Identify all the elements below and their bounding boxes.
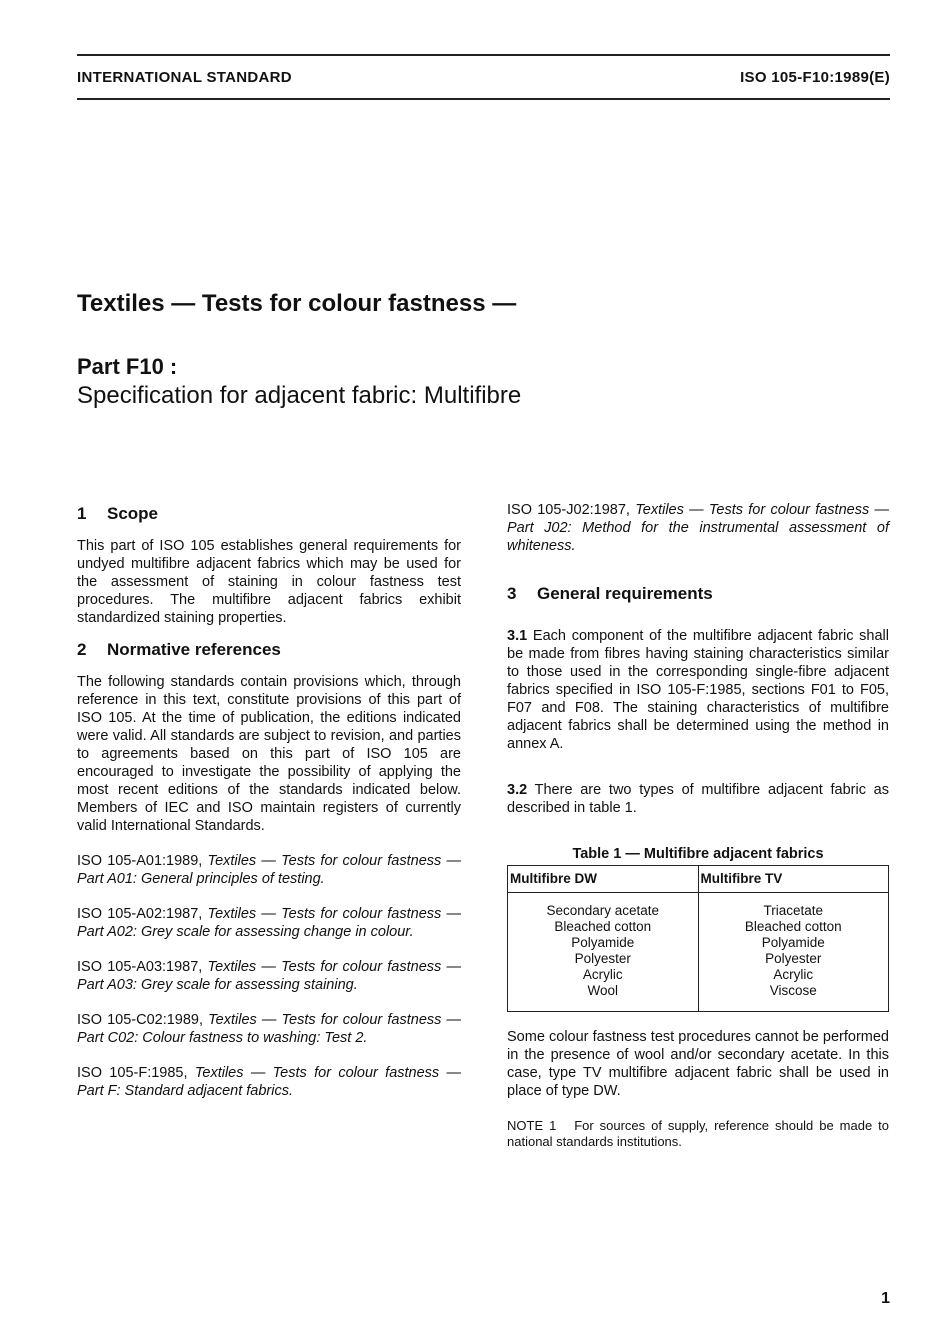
section-1-text: This part of ISO 105 establishes general requirements for undyed multifibre adjacent fabrics which may be used for the assessment of staining in colour fastness test procedures. The multifibre adjacent fabrics exhibit standardized staining properties.: [77, 538, 461, 626]
clause-3-2: 3.2 There are two types of multifibre adjacent fabric as described in table 1.: [507, 782, 889, 816]
table-cell-tv: Triacetate Bleached cotton Polyamide Polyester Acrylic Viscose: [698, 893, 889, 1012]
header-right: ISO 105-F10:1989(E): [740, 69, 890, 86]
header-left: INTERNATIONAL STANDARD: [77, 69, 292, 86]
part-label: Part F10 :: [77, 354, 178, 379]
section-3-heading: 3 General requirements: [507, 584, 713, 603]
table-header-row: [508, 866, 889, 893]
reference-item: ISO 105-C02:1989, Textiles — Tests for colour fastness — Part C02: Colour fastness to washing: Test 2.: [77, 1012, 461, 1046]
reference-item: ISO 105-J02:1987, Textiles — Tests for colour fastness — Part J02: Method for the instrumental assessment of whiteness.: [507, 502, 889, 554]
header-top-rule: [77, 54, 890, 56]
section-2-heading: 2 Normative references: [77, 640, 281, 659]
table-row: [508, 893, 889, 1012]
page-number: 1: [881, 1290, 890, 1307]
right-column: [507, 501, 889, 1150]
after-table-text: Some colour fastness test procedures cannot be performed in the presence of wool and/or secondary acetate. In this case, type TV multifibre adjacent fabric shall be used in place of type DW.: [507, 1029, 889, 1099]
reference-item: ISO 105-A02:1987, Textiles — Tests for colour fastness — Part A02: Grey scale for assessing change in colour.: [77, 906, 461, 940]
left-column: [77, 505, 461, 1100]
section-1-heading: 1 Scope: [77, 504, 159, 523]
section-2-text: The following standards contain provisions which, through reference in this text, constitute provisions of this part of ISO 105. At the time of publication, the editions indicated were valid. All standards are subject to revision, and parties to agreements based on this part of ISO 105 are encouraged to investigate the possibility of applying the most recent editions of the standards indicated below. Members of IEC and ISO maintain registers of currently valid International Standards.: [77, 674, 461, 834]
note-1: NOTE 1 For sources of supply, reference should be made to national standards institutions.: [507, 1118, 889, 1149]
table-header-dw: Multifibre DW: [508, 866, 699, 893]
reference-item: ISO 105-A03:1987, Textiles — Tests for colour fastness — Part A03: Grey scale for assessing staining.: [77, 959, 461, 993]
header-bottom-rule: [77, 98, 890, 100]
table-1: [507, 865, 889, 1012]
document-title: Textiles — Tests for colour fastness —: [77, 290, 517, 317]
reference-item: ISO 105-A01:1989, Textiles — Tests for colour fastness — Part A01: General principles of testing.: [77, 853, 461, 887]
table-1-caption: Table 1 — Multifibre adjacent fabrics: [572, 846, 824, 862]
table-cell-dw: Secondary acetate Bleached cotton Polyamide Polyester Acrylic Wool: [508, 893, 699, 1012]
document-subtitle: Specification for adjacent fabric: Multifibre: [77, 382, 522, 409]
clause-3-1: 3.1 Each component of the multifibre adjacent fabric shall be made from fibres having staining characteristics similar to those used in the corresponding single-fibre adjacent fabrics specified in ISO 105-F:1985, sections F01 to F05, F07 and F08. The staining characteristics of multifibre adjacent fabrics shall be determined using the method in annex A.: [507, 628, 889, 752]
reference-item: ISO 105-F:1985, Textiles — Tests for colour fastness — Part F: Standard adjacent fabrics.: [77, 1065, 462, 1099]
table-header-tv: Multifibre TV: [698, 866, 889, 893]
